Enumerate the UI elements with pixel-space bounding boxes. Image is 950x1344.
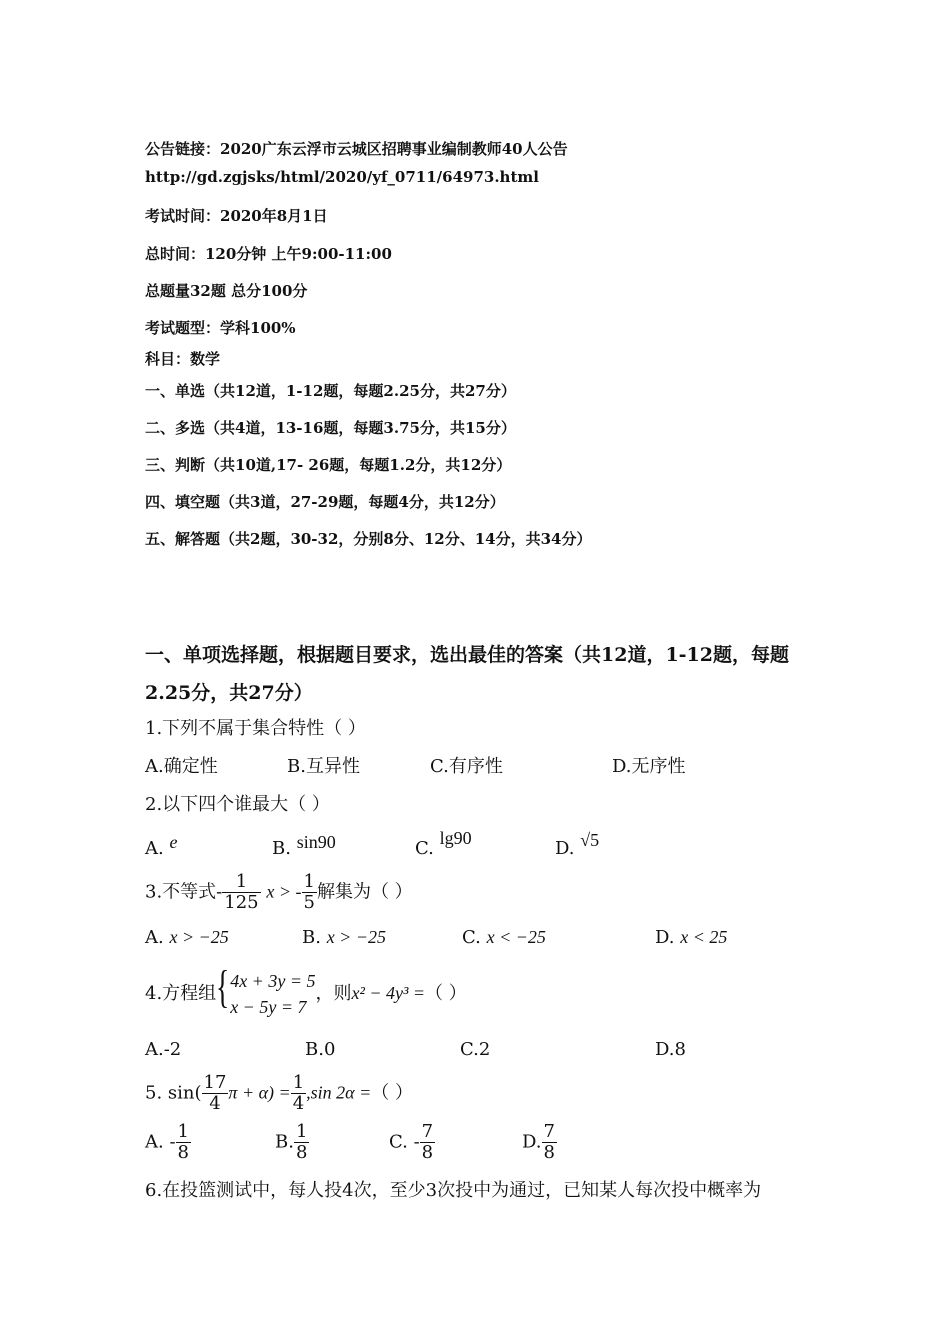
q3-expr-d: x < 25 xyxy=(680,927,728,947)
q2-option-d xyxy=(555,830,600,859)
q5-f2-num: 1 xyxy=(292,1072,305,1093)
q5-num-c: 7 xyxy=(421,1121,434,1142)
q3-option-a xyxy=(145,927,229,948)
section-5: 五、解答题（共2题，30-32，分别8分、12分、14分，共34分） xyxy=(145,530,592,548)
q5-option-d xyxy=(522,1122,557,1163)
q2-expr-a: e xyxy=(169,832,178,852)
q3-prefix: 3.不等式- xyxy=(145,881,223,903)
q3-expr-a: x > −25 xyxy=(169,927,229,947)
q1-option-b: B.互异性 xyxy=(287,756,360,777)
q1-option-d: D.无序性 xyxy=(612,756,686,777)
q2-stem: 2.以下四个谁最大（ ） xyxy=(145,794,330,815)
q5-suffix: （ ） xyxy=(371,1082,413,1104)
q4-eq2: x − 5y = 7 xyxy=(230,997,307,1017)
q5-fraction-1 xyxy=(202,1073,229,1114)
q3-label-a: A. xyxy=(145,927,164,948)
section-2: 二、多选（共4道，13-16题，每题3.75分，共15分） xyxy=(145,419,516,437)
question-type: 考试题型：学科100% xyxy=(145,319,296,337)
q4-brace: { xyxy=(216,961,230,1012)
q5-den-c: 8 xyxy=(421,1141,434,1163)
q5-fraction-d xyxy=(542,1122,557,1163)
q5-f1-den: 4 xyxy=(209,1092,221,1114)
q4-prefix: 4.方程组 xyxy=(145,983,217,1004)
q3-option-c xyxy=(462,927,546,948)
q3-expr-b: x > −25 xyxy=(326,927,386,947)
q5-label-d: D. xyxy=(522,1131,542,1153)
q2-expr-b: sin90 xyxy=(296,832,336,852)
q5-num-b: 1 xyxy=(295,1121,308,1142)
section-4: 四、填空题（共3道，27-29题，每题4分，共12分） xyxy=(145,493,505,511)
section-3: 三、判断（共10道,17- 26题，每题1.2分，共12分） xyxy=(145,456,512,474)
q4-expr: x² − 4y³ = xyxy=(351,983,426,1003)
q5-num-d: 7 xyxy=(543,1121,555,1142)
q4-suffix: （ ） xyxy=(425,983,467,1004)
q5-fraction-a xyxy=(176,1122,191,1163)
q5-option-b xyxy=(275,1122,309,1163)
q3-frac2-den: 5 xyxy=(303,891,315,913)
q1-option-a: A.确定性 xyxy=(145,756,218,777)
q3-frac1-num: 1 xyxy=(222,872,260,893)
q3-label-b: B. xyxy=(302,927,321,948)
q1-stem: 1.下列不属于集合特性（ ） xyxy=(145,718,366,739)
q2-expr-d: √5 xyxy=(580,830,600,850)
q3-frac1-den: 125 xyxy=(224,891,259,913)
q5-label-c: C. - xyxy=(389,1131,420,1153)
part1-heading-line2: 2.25分，共27分） xyxy=(145,682,313,704)
q2-expr-c: lg90 xyxy=(439,828,472,848)
q5-den-b: 8 xyxy=(295,1141,308,1163)
q5-label-a: A. - xyxy=(145,1131,176,1153)
q5-mid2: ,sin 2α = xyxy=(306,1082,372,1103)
q2-option-a xyxy=(145,832,178,859)
q3-label-d: D. xyxy=(655,927,675,948)
q4-eq1: 4x + 3y = 5 xyxy=(230,971,316,991)
q4-mid: ，则 xyxy=(315,983,352,1004)
q3-label-c: C. xyxy=(462,927,481,948)
q2-option-b xyxy=(272,832,336,859)
q5-mid1: π + α) = xyxy=(228,1082,291,1103)
q5-option-a xyxy=(145,1122,191,1163)
q5-fraction-c xyxy=(420,1122,435,1163)
q4-option-a: A.-2 xyxy=(145,1039,182,1060)
q4-stem xyxy=(145,961,467,1020)
announcement-link-label: 公告链接：2020广东云浮市云城区招聘事业编制教师40人公告 xyxy=(145,140,568,158)
total-questions: 总题量32题 总分100分 xyxy=(145,282,308,300)
q5-den-a: 8 xyxy=(177,1141,189,1163)
exam-time: 考试时间：2020年8月1日 xyxy=(145,207,328,225)
q2-label-d: D. xyxy=(555,838,575,859)
q2-label-c: C. xyxy=(415,838,434,859)
q5-stem xyxy=(145,1073,413,1114)
q2-label-a: A. xyxy=(145,838,164,859)
q6-stem: 6.在投篮测试中，每人投4次，至少3次投中为通过，已知某人每次投中概率为 xyxy=(145,1180,762,1201)
q4-option-c: C.2 xyxy=(460,1039,491,1060)
q3-mid: x > - xyxy=(266,881,302,902)
q2-option-c xyxy=(415,828,472,859)
part1-heading-line1: 一、单项选择题，根据题目要求，选出最佳的答案（共12道，1-12题，每题 xyxy=(145,644,789,666)
q5-den-d: 8 xyxy=(543,1141,555,1163)
q3-frac2-num: 1 xyxy=(303,871,315,892)
q3-stem xyxy=(145,872,413,913)
subject: 科目：数学 xyxy=(145,350,221,368)
section-1: 一、单选（共12道，1-12题，每题2.25分，共27分） xyxy=(145,382,516,400)
q4-option-d: D.8 xyxy=(655,1039,686,1060)
q5-num-a: 1 xyxy=(177,1121,189,1142)
q3-expr-c: x < −25 xyxy=(486,927,546,947)
q3-fraction-2 xyxy=(302,872,317,913)
q3-option-b xyxy=(302,927,386,948)
announcement-url[interactable]: http://gd.zgjsks/html/2020/yf_0711/64973.html xyxy=(145,168,539,186)
q4-option-b: B.0 xyxy=(305,1039,336,1060)
q5-f1-num: 17 xyxy=(203,1072,227,1093)
q3-suffix: 解集为（ ） xyxy=(316,881,413,903)
q2-label-b: B. xyxy=(272,838,291,859)
q5-fraction-b xyxy=(294,1122,309,1163)
q3-option-d xyxy=(655,927,727,948)
q3-fraction-1 xyxy=(222,872,260,913)
q4-equation-system xyxy=(216,961,316,1020)
q1-option-c: C.有序性 xyxy=(430,756,503,777)
q5-label-b: B. xyxy=(275,1131,294,1153)
q5-prefix: 5. sin( xyxy=(145,1082,202,1104)
q5-fraction-2 xyxy=(291,1073,306,1114)
q5-option-c xyxy=(389,1122,435,1163)
total-time: 总时间：120分钟 上午9:00-11:00 xyxy=(145,245,392,263)
q5-f2-den: 4 xyxy=(292,1092,305,1114)
